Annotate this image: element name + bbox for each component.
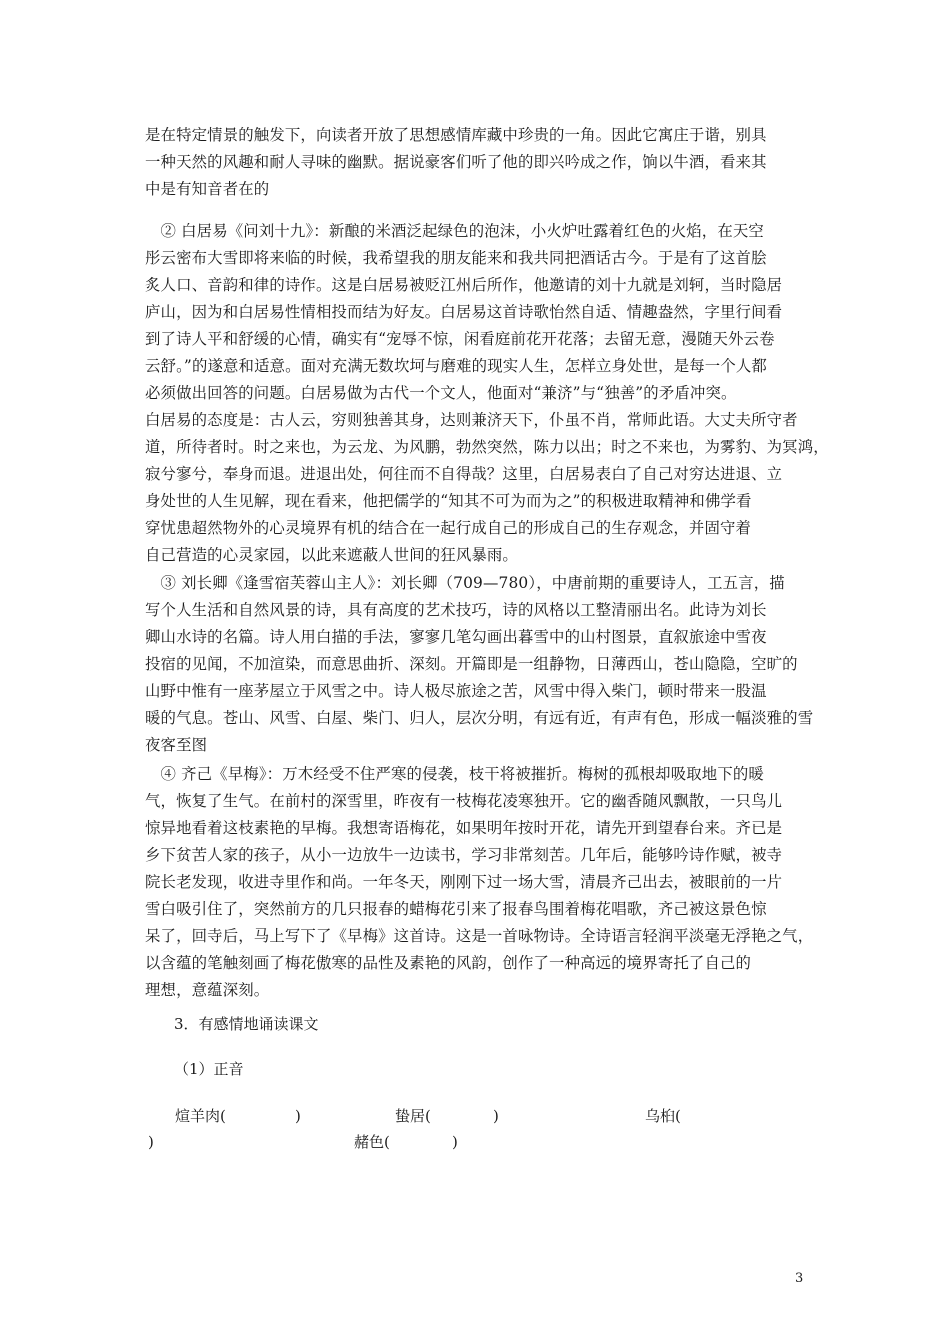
- text-line: ④ 齐己《早梅》：万木经受不住严寒的侵袭，枝干将被摧折。梅树的孤根却吸取地下的暖: [145, 765, 764, 783]
- text-line: 彤云密布大雪即将来临的时候，我希望我的朋友能来和我共同把酒话古今。于是有了这首脍: [145, 249, 767, 267]
- paragraph-liu-changqing: [145, 570, 814, 759]
- text-line: 云舒。”的遂意和适意。面对充满无数坎坷与磨难的现实人生，怎样立身处世，是每一个人都: [145, 357, 767, 375]
- subsection-heading-pronunciation: （1）正音: [174, 1060, 244, 1078]
- text-line: 气，恢复了生气。在前村的深雪里，昨夜有一枝梅花凌寒独开。它的幽香随风飘散，一只鸟儿: [145, 792, 783, 810]
- text-line: 写个人生活和自然风景的诗，具有高度的艺术技巧，诗的风格以工整清丽出名。此诗为刘长: [145, 601, 767, 619]
- text-line: ② 白居易《问刘十九》：新酿的米酒泛起绿色的泡沫，小火炉吐露着红色的火焰，在天空: [145, 222, 764, 240]
- text-line: 穿忧患超然物外的心灵境界有机的结合在一起行成自己的形成自己的生存观念，并固守着: [145, 519, 752, 537]
- paragraph-bai-juyi: [145, 218, 829, 569]
- text-line: 投宿的见闻，不加渲染，而意思曲折、深刻。开篇即是一组静物，日薄西山，苍山隐隐，空旷的: [145, 655, 798, 673]
- pronunciation-word: 赭色(: [354, 1133, 390, 1151]
- text-line: 雪白吸引住了，突然前方的几只报春的蜡梅花引来了报春鸟围着梅花唱歌，齐己被这景色惊: [145, 900, 767, 918]
- text-line: 是在特定情景的触发下，向读者开放了思想感情库藏中珍贵的一角。因此它寓庄于谐，别具: [145, 126, 767, 144]
- text-line: 自己营造的心灵家园，以此来遮蔽人世间的狂风暴雨。: [145, 546, 518, 564]
- text-line: 夜客至图: [145, 736, 208, 754]
- paragraph-humor-continuation: [145, 122, 810, 203]
- text-line: ③ 刘长卿《逢雪宿芙蓉山主人》：刘长卿（709—780），中唐前期的重要诗人，工五言，描: [145, 574, 785, 592]
- text-line: 必须做出回答的问题。白居易做为古代一个文人，他面对“兼济”与“独善”的矛盾冲突。: [145, 384, 737, 402]
- text-line: 以含蕴的笔触刻画了梅花傲寒的品性及素艳的风韵，创作了一种高远的境界寄托了自己的: [145, 954, 752, 972]
- answer-blank-close: ): [493, 1107, 499, 1125]
- pronunciation-word: 蛰居(: [395, 1107, 431, 1125]
- text-line: 寂兮寥兮，奉身而退。进退出处，何往而不自得哉？这里，白居易表白了自己对穷达进退、立: [145, 465, 783, 483]
- text-line: 一种天然的风趣和耐人寻味的幽默。据说豪客们听了他的即兴吟成之作，饷以牛酒，看来其: [145, 153, 767, 171]
- answer-blank-close: ): [452, 1133, 458, 1151]
- text-line: 理想，意蕴深刻。: [145, 981, 270, 999]
- text-line: 身处世的人生见解，现在看来，他把儒学的“知其不可为而为之”的积极进取精神和佛学看: [145, 492, 752, 510]
- text-line: 到了诗人平和舒缓的心情，确实有“宠辱不惊，闲看庭前花开花落；去留无意，漫随天外云卷: [145, 330, 775, 348]
- paragraph-qi-ji: [145, 761, 814, 1004]
- answer-blank-close: ): [295, 1107, 301, 1125]
- text-line: 呆了，回寺后，马上写下了《早梅》这首诗。这是一首咏物诗。全诗语言轻润平淡毫无浮艳之气，: [145, 927, 814, 945]
- answer-blank-close: ): [148, 1133, 154, 1151]
- text-line: 院长老发现，收进寺里作和尚。一年冬天，刚刚下过一场大雪，清晨齐己出去，被眼前的一片: [145, 873, 783, 891]
- text-line: 山野中惟有一座茅屋立于风雪之中。诗人极尽旅途之苦，风雪中得入柴门，顿时带来一股温: [145, 682, 767, 700]
- text-line: 中是有知音者在的: [145, 180, 270, 198]
- text-line: 卿山水诗的名篇。诗人用白描的手法，寥寥几笔勾画出暮雪中的山村图景，直叙旅途中雪夜: [145, 628, 767, 646]
- pronunciation-word: 乌桕(: [645, 1107, 681, 1125]
- text-line: 白居易的态度是：古人云，穷则独善其身，达则兼济天下，仆虽不肖，常师此语。大丈夫所守者: [145, 411, 798, 429]
- text-line: 惊异地看着这枝素艳的早梅。我想寄语梅花，如果明年按时开花，请先开到望春台来。齐已是: [145, 819, 783, 837]
- text-line: 道，所待者时。时之来也，为云龙、为风鹏，勃然突然，陈力以出；时之不来也，为雾豹、为冥鸿，: [145, 438, 829, 456]
- text-line: 乡下贫苦人家的孩子，从小一边放牛一边读书，学习非常刻苦。几年后，能够吟诗作赋，被寺: [145, 846, 783, 864]
- text-line: 庐山，因为和白居易性情相投而结为好友。白居易这首诗歌怡然自适、情趣盎然，字里行间看: [145, 303, 783, 321]
- pronunciation-word: 煊羊肉(: [175, 1107, 226, 1125]
- page-number: 3: [795, 1271, 804, 1286]
- text-line: 暖的气息。苍山、风雪、白屋、柴门、归人，层次分明，有远有近，有声有色，形成一幅淡雅的雪: [145, 709, 814, 727]
- section-heading-recite: 3．有感情地诵读课文: [174, 1015, 319, 1033]
- text-line: 炙人口、音韵和律的诗作。这是白居易被贬江州后所作，他邀请的刘十九就是刘轲，当时隐居: [145, 276, 783, 294]
